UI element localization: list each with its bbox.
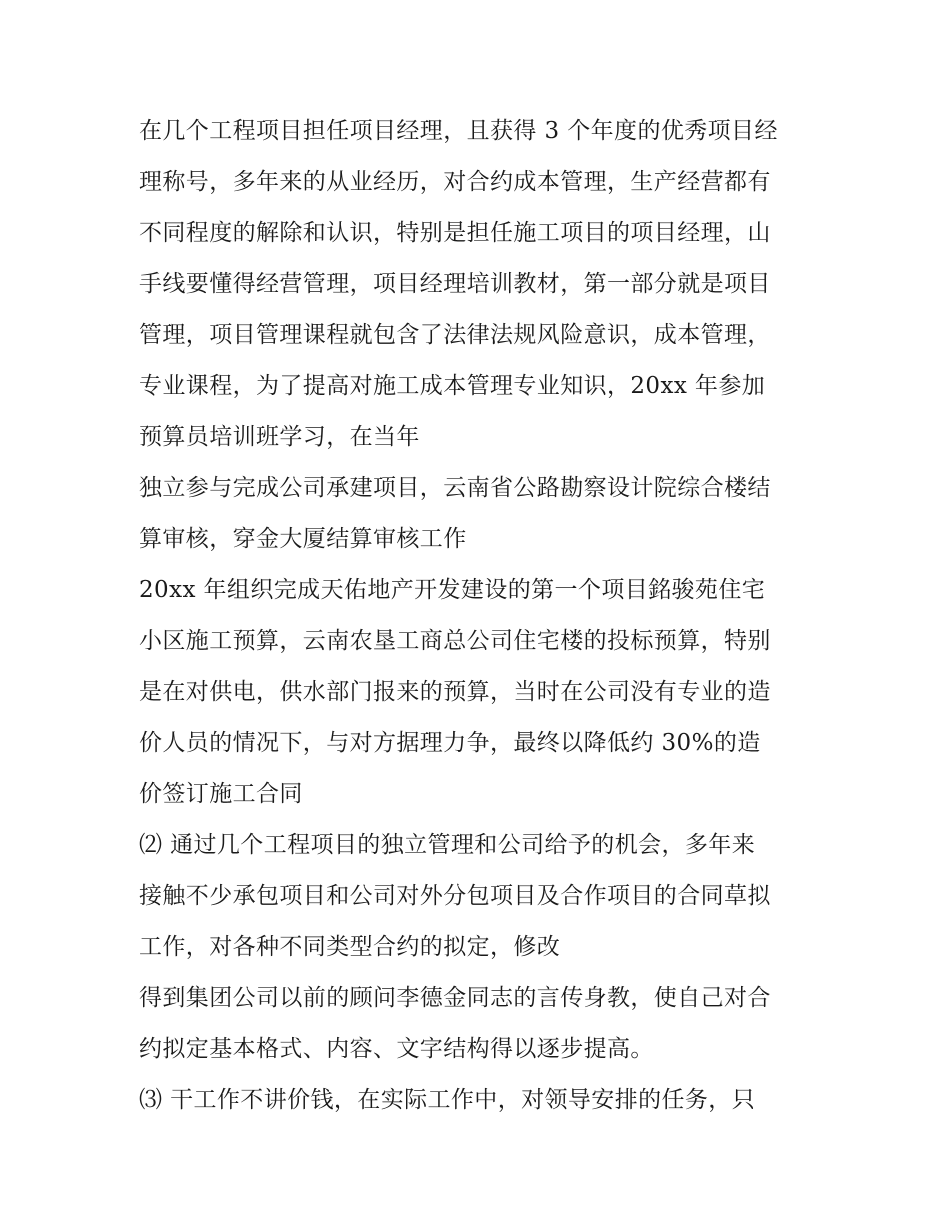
text-line: ⑶ 干工作不讲价钱，在实际工作中，对领导安排的任务，只 [139, 1087, 756, 1113]
text-line: 理称号，多年来的从业经历，对合约成本管理，生产经营都有 [139, 169, 771, 195]
text-line: 接触不少承包项目和公司对外分包项目及合作项目的合同草拟 [139, 883, 771, 909]
text-line: 20xx 年组织完成天佑地产开发建设的第一个项目銘骏苑住宅 [139, 577, 766, 603]
text-line: 算审核，穿金大厦结算审核工作 [139, 526, 467, 552]
body-text [139, 106, 819, 1126]
text-line: 手线要懂得经营管理，项目经理培训教材，第一部分就是项目 [139, 271, 771, 297]
text-line: 专业课程，为了提高对施工成本管理专业知识，20xx 年参加 [139, 373, 766, 399]
text-line: 约拟定基本格式、内容、文字结构得以逐步提高。 [139, 1036, 654, 1062]
text-line: ⑵ 通过几个工程项目的独立管理和公司给予的机会，多年来 [139, 832, 756, 858]
text-line: 不同程度的解除和认识，特别是担任施工项目的项目经理，山 [139, 220, 771, 246]
text-line: 管理，项目管理课程就包含了法律法规风险意识，成本管理， [139, 322, 771, 348]
text-line: 预算员培训班学习，在当年 [139, 424, 420, 450]
text-line: 价人员的情况下，与对方据理力争，最终以降低约 30%的造 [139, 730, 761, 756]
text-line: 独立参与完成公司承建项目，云南省公路勘察设计院综合楼结 [139, 475, 771, 501]
text-line: 在几个工程项目担任项目经理，且获得 3 个年度的优秀项目经 [139, 118, 778, 144]
text-line: 价签订施工合同 [139, 781, 303, 807]
text-line: 得到集团公司以前的顾问李德金同志的言传身教，使自己对合 [139, 985, 771, 1011]
text-line: 是在对供电，供水部门报来的预算，当时在公司没有专业的造 [139, 679, 771, 705]
text-line: 工作，对各种不同类型合约的拟定，修改 [139, 934, 561, 960]
text-line: 小区施工预算，云南农垦工商总公司住宅楼的投标预算，特别 [139, 628, 771, 654]
